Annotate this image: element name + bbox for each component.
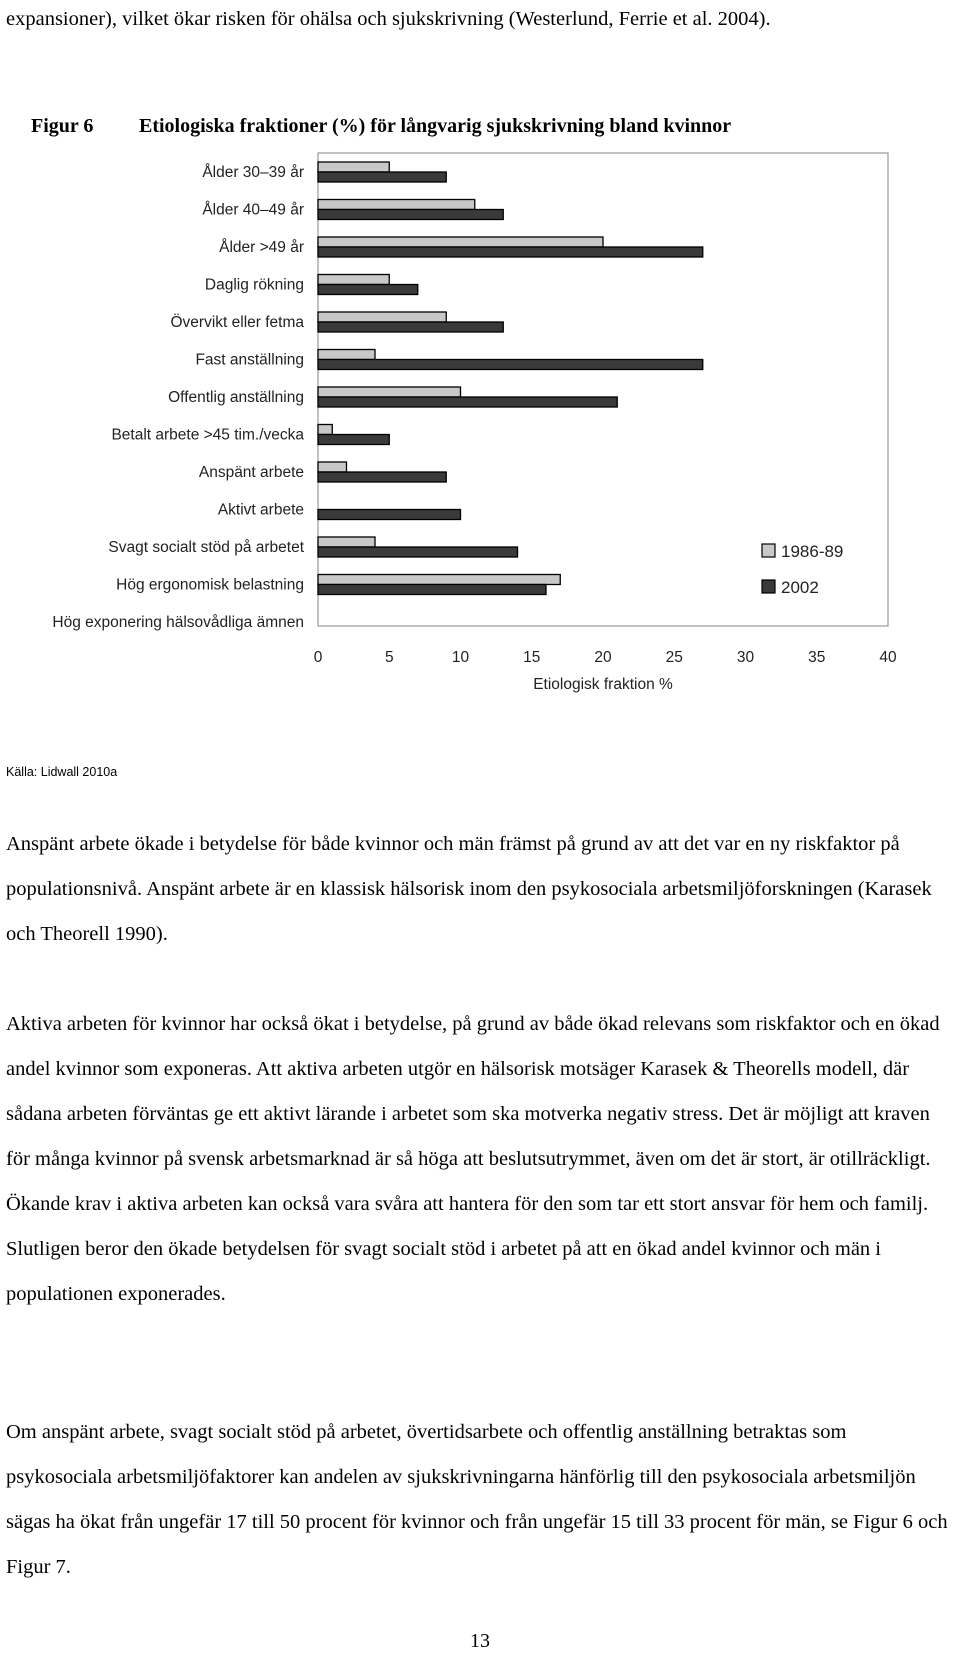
category-label: Betalt arbete >45 tim./vecka [111,426,304,444]
bar [318,462,347,472]
category-label: Hög exponering hälsovådliga ämnen [52,614,304,631]
paragraph-3: Om anspänt arbete, svagt socialt stöd på arbetet, övertidsarbete och offentlig anställning betraktas som psykosociala arbetsmiljöfaktorer kan andelen av sjukskrivningarna hänförlig till den psykosociala arbetsmiljön sägas ha ökat från ungefär 17 till 50 procent för kvinnor och från ungefär 15 till 33 procent för män, se Figur 6 och Figur 7. [6,1421,948,1578]
category-label: Svagt socialt stöd på arbetet [108,539,304,556]
figure-source: Källa: Lidwall 2010a [6,765,118,779]
legend-label: 1986-89 [781,542,844,561]
bar [318,397,617,407]
category-label: Övervikt eller fetma [170,314,304,331]
category-label: Aktivt arbete [217,501,304,519]
x-tick-label: 25 [665,649,683,666]
category-label: Daglig rökning [204,276,304,294]
bar [318,387,461,397]
category-label: Anspänt arbete [198,464,304,481]
category-label: Ålder >49 år [219,239,304,256]
legend-label: 2002 [781,578,819,597]
x-tick-label: 0 [313,649,323,666]
bar [318,200,475,210]
figure-label: Figur 6 [31,115,94,137]
bar [318,360,703,370]
x-tick-label: 35 [808,649,826,666]
bar [318,350,375,360]
x-axis-label: Etiologisk fraktion % [533,676,673,693]
legend-swatch [762,580,775,593]
x-tick-label: 5 [384,649,394,666]
intro-text: expansioner), vilket ökar risken för ohälsa och sjukskrivning (Westerlund, Ferrie et al. 2004). [6,8,771,30]
category-label: Hög ergonomisk belastning [116,576,304,594]
bar [318,322,503,332]
bar [318,537,375,547]
bar [318,162,389,172]
category-label: Fast anställning [195,351,304,369]
x-tick-label: 40 [879,649,897,666]
bar [318,312,446,322]
x-tick-label: 10 [451,649,470,666]
paragraph-2: Aktiva arbeten för kvinnor har också ökat i betydelse, på grund av både ökad relevans som riskfaktor och en ökad andel kvinnor som exponeras. Att aktiva arbeten utgör en hälsorisk motsäger Karasek & Theorells modell, där sådana arbeten förväntas ge ett aktivt lärande i arbetet som ska motverka negativ stress. Det är möjligt att kraven för många kvinnor på svensk arbetsmarknad är så höga att beslutsutrymmet, även om det är stort, är otillräckligt. Ökande krav i aktiva arbeten kan också vara svåra att hantera för den som tar ett stort ansvar för hem och familj. Slutligen beror den ökade betydelsen för svagt socialt stöd i arbetet på att en ökad andel kvinnor och män i populationen exponerades. [6,1013,940,1305]
bar [318,547,518,557]
category-label: Offentlig anställning [168,389,304,406]
figure-title: Etiologiska fraktioner (%) för långvarig sjukskrivning bland kvinnor [139,115,732,137]
bar [318,435,389,445]
x-tick-label: 30 [736,649,755,666]
category-label: Ålder 40–49 år [202,201,304,219]
bar [318,472,446,482]
legend-swatch [762,544,775,557]
bar [318,585,546,595]
bar-chart [0,150,960,700]
category-label: Ålder 30–39 år [202,164,304,181]
bar [318,247,703,257]
bar [318,575,560,585]
bar [318,210,503,220]
bar [318,237,603,247]
x-tick-label: 15 [523,649,541,666]
bar [318,275,389,285]
paragraph-1: Anspänt arbete ökade i betydelse för både kvinnor och män främst på grund av att det var en ny riskfaktor på populationsnivå. Anspänt arbete är en klassisk hälsorisk inom den psykosociala arbetsmiljöforskningen (Karasek och Theorell 1990). [6,833,932,945]
bar [318,285,418,295]
bar [318,510,461,520]
page-number: 13 [470,1630,490,1652]
bar [318,172,446,182]
x-tick-label: 20 [594,649,612,666]
bar [318,425,332,435]
